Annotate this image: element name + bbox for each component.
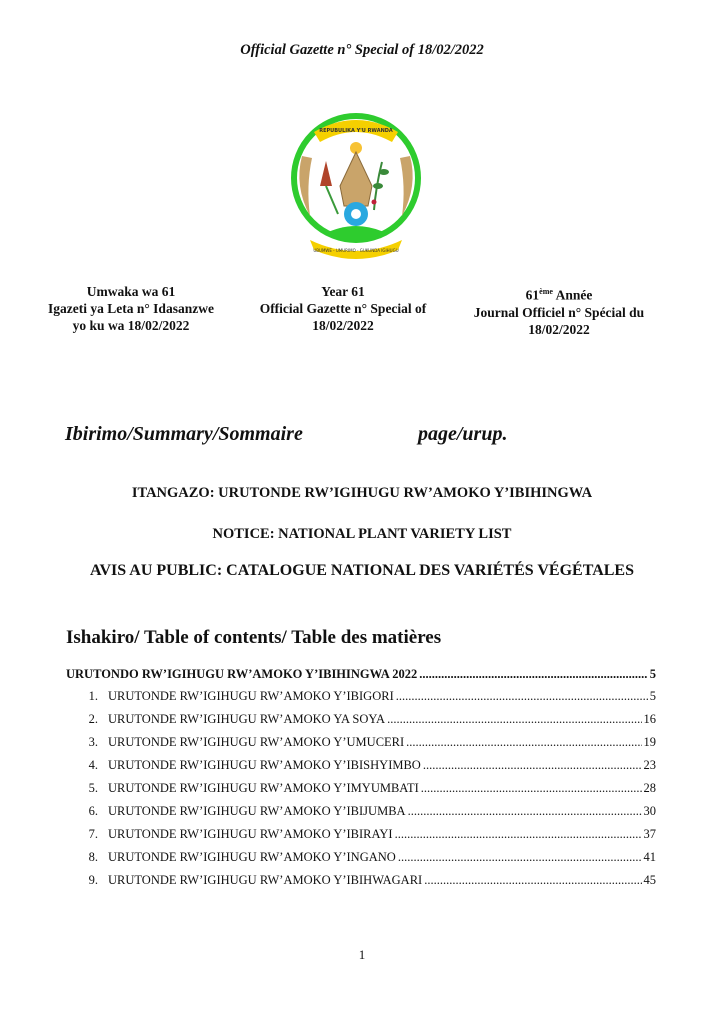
toc-item-number: 8. <box>88 850 98 864</box>
toc-item-page: 30 <box>643 804 656 818</box>
french-column <box>448 283 670 338</box>
toc-item-label: URUTONDE RW’IGIHUGU RW’AMOKO Y’IBISHYIMBO <box>108 758 421 772</box>
toc-item-page: 5 <box>649 689 656 703</box>
toc-item[interactable] <box>66 827 656 842</box>
toc-item-label: URUTONDE RW’IGIHUGU RW’AMOKO Y’UMUCERI <box>108 735 405 749</box>
date-english: 18/02/2022 <box>312 318 374 333</box>
toc-item-page: 37 <box>643 827 656 841</box>
toc-item-number: 2. <box>88 712 98 726</box>
date-kinyarwanda: yo ku wa 18/02/2022 <box>72 318 190 333</box>
year-french-number: 61 <box>525 287 540 303</box>
emblem-gear-hole <box>351 209 361 219</box>
toc-entry-label: URUTONDO RW’IGIHUGU RW’AMOKO Y’IBIHINGWA 2022 <box>66 667 418 681</box>
toc-item-label: URUTONDE RW’IGIHUGU RW’AMOKO Y’IBIHWAGARI <box>108 873 423 887</box>
toc-item-page: 28 <box>643 781 656 795</box>
toc-leader-dots <box>424 873 641 888</box>
year-french <box>448 283 670 304</box>
notice-french: AVIS AU PUBLIC: CATALOGUE NATIONAL DES VARIÉTÉS VÉGÉTALES <box>89 562 634 579</box>
toc-item[interactable] <box>66 689 656 704</box>
toc-item-number: 6. <box>88 804 98 818</box>
toc-item-page: 16 <box>643 712 656 726</box>
emblem-sorghum <box>320 161 332 186</box>
emblem-top-text: REPUBULIKA Y'U RWANDA <box>319 128 393 134</box>
toc-item-label: URUTONDE RW’IGIHUGU RW’AMOKO Y’IMYUMBATI <box>108 781 419 795</box>
year-french-word: Année <box>552 287 593 303</box>
year-english: Year 61 <box>321 284 365 299</box>
toc-item-page: 23 <box>643 758 656 772</box>
emblem-basket <box>340 152 372 206</box>
toc-item-label: URUTONDE RW’IGIHUGU RW’AMOKO Y’IBIGORI <box>108 689 394 703</box>
toc-leader-dots <box>398 850 642 865</box>
kinyarwanda-column <box>20 283 242 334</box>
toc-leader-dots <box>395 827 642 842</box>
emblem-leaf <box>373 183 383 189</box>
gazette-kinyarwanda: Igazeti ya Leta n° Idasanzwe <box>48 301 214 316</box>
toc-item[interactable] <box>66 781 656 796</box>
english-column <box>232 283 454 334</box>
toc-leader-dots <box>406 735 641 750</box>
rwanda-coat-of-arms <box>266 106 446 266</box>
toc-item[interactable] <box>66 850 656 865</box>
toc-item-number: 1. <box>88 689 98 703</box>
toc-item[interactable] <box>66 758 656 773</box>
year-kinyarwanda: Umwaka wa 61 <box>86 284 176 299</box>
notice-english: NOTICE: NATIONAL PLANT VARIETY LIST <box>212 526 512 542</box>
toc-title: Ishakiro/ Table of contents/ Table des matières <box>66 627 442 648</box>
emblem-sorghum-stem <box>326 186 338 214</box>
summary-heading: Ibirimo/Summary/Sommaire <box>65 423 303 445</box>
toc-item[interactable] <box>66 804 656 819</box>
toc-item-number: 7. <box>88 827 98 841</box>
page-column-label: page/urup. <box>418 423 508 445</box>
toc-item[interactable] <box>66 712 656 727</box>
toc-leader-dots <box>396 689 648 704</box>
toc-leader-dots <box>387 712 641 727</box>
date-french: 18/02/2022 <box>528 321 590 337</box>
toc-item[interactable] <box>66 735 656 750</box>
toc-item-label: URUTONDE RW’IGIHUGU RW’AMOKO Y’IBIRAYI <box>108 827 393 841</box>
toc-main-entry[interactable] <box>66 667 656 682</box>
year-french-suffix: ème <box>539 287 553 296</box>
emblem-berry <box>372 200 377 205</box>
toc-leader-dots <box>408 804 642 819</box>
toc-item-page: 41 <box>643 850 656 864</box>
toc-leader-dots <box>421 781 642 796</box>
toc-leader-dots <box>423 758 642 773</box>
toc-item[interactable] <box>66 873 656 888</box>
toc-item-number: 4. <box>88 758 98 772</box>
toc-item-label: URUTONDE RW’IGIHUGU RW’AMOKO Y’INGANO <box>108 850 396 864</box>
toc-item-label: URUTONDE RW’IGIHUGU RW’AMOKO Y’IBIJUMBA <box>108 804 406 818</box>
emblem-leaf <box>379 169 389 175</box>
gazette-english: Official Gazette n° Special of <box>259 301 427 316</box>
toc-item-label: URUTONDE RW’IGIHUGU RW’AMOKO YA SOYA <box>108 712 386 726</box>
toc-entry-page: 5 <box>649 667 656 681</box>
gazette-french: Journal Officiel n° Spécial du <box>473 304 645 320</box>
gazette-header: Official Gazette n° Special of 18/02/2022 <box>240 42 484 58</box>
emblem-bottom-text: UBUMWE - UMURIMO - GUKUNDA IGIHUGU <box>313 248 399 253</box>
toc-item-number: 5. <box>88 781 98 795</box>
toc-item-number: 9. <box>88 873 98 887</box>
page-number: 1 <box>358 947 366 962</box>
toc-item-page: 45 <box>643 873 656 887</box>
toc-item-number: 3. <box>88 735 98 749</box>
toc-leader-dots <box>419 667 648 682</box>
coat-of-arms-icon <box>266 106 446 266</box>
notice-kinyarwanda: ITANGAZO: URUTONDE RW’IGIHUGU RW’AMOKO Y’IBIHINGWA <box>131 485 593 501</box>
toc-item-page: 19 <box>643 735 656 749</box>
